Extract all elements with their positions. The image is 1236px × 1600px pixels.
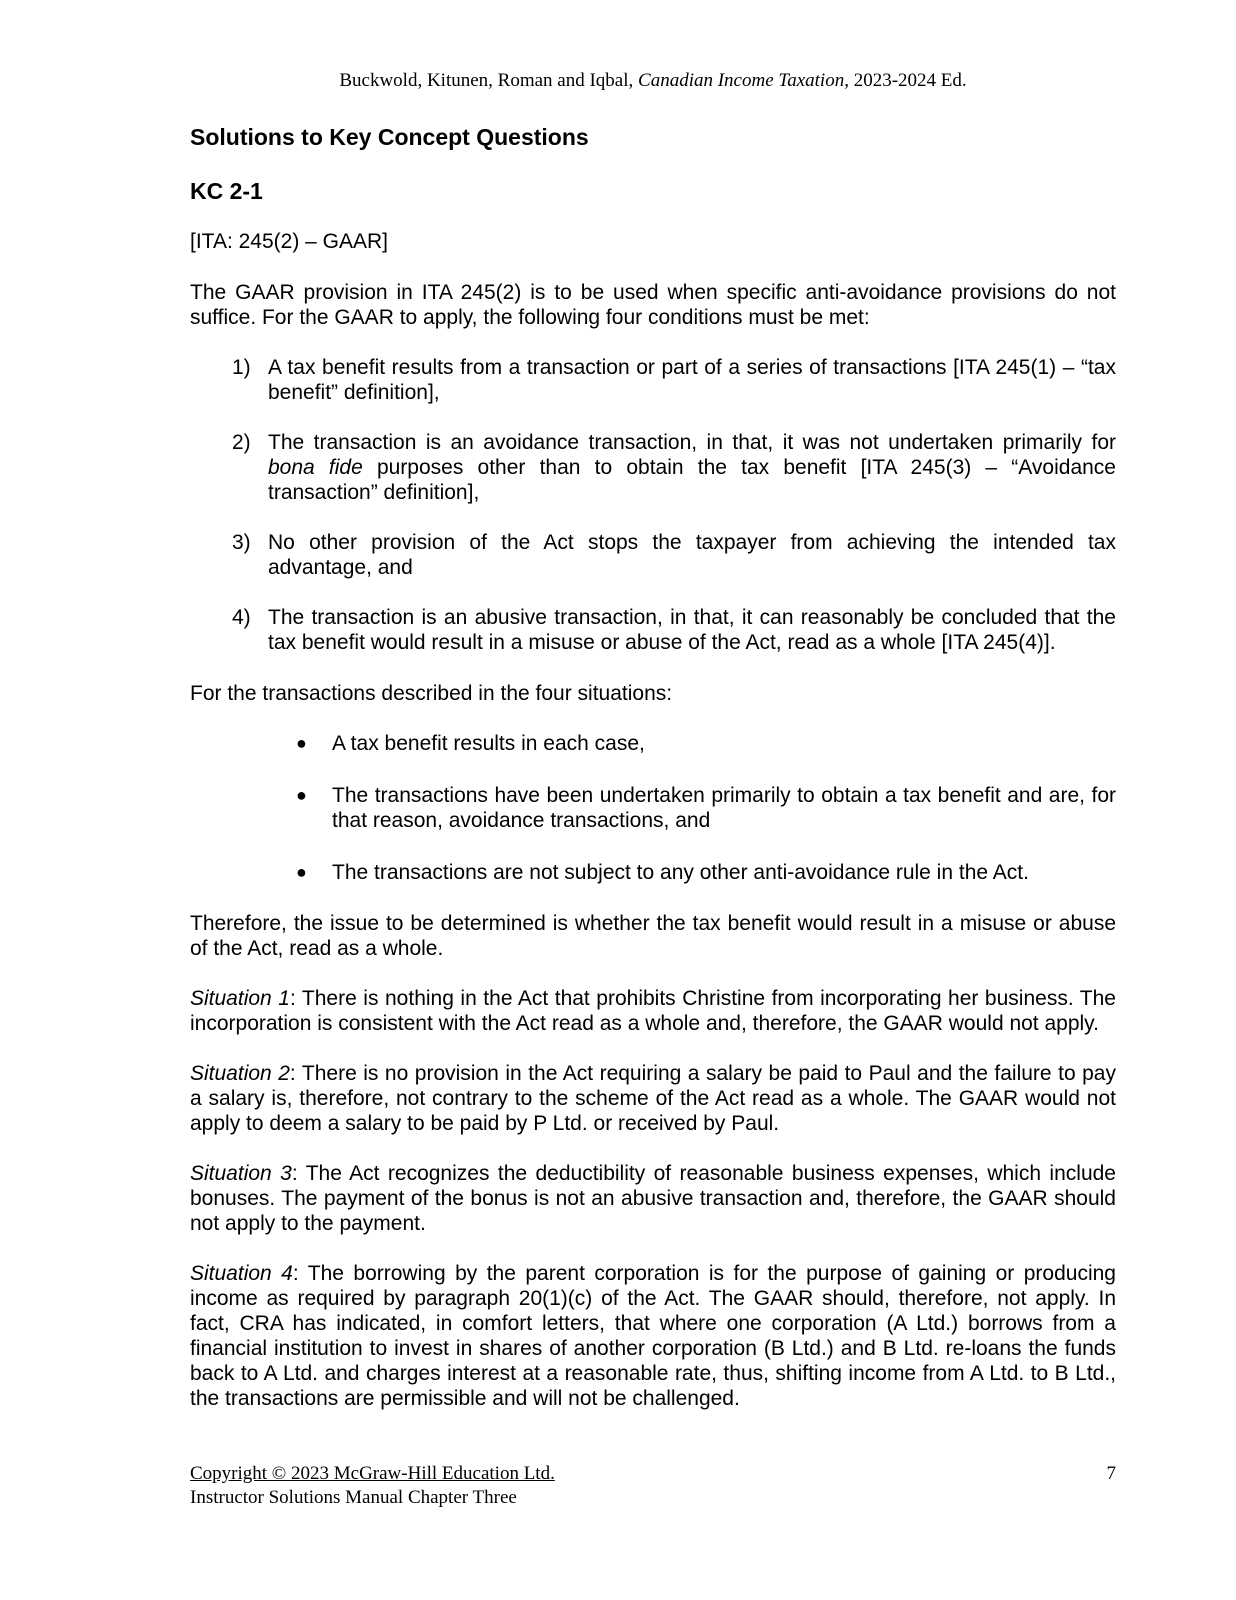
condition-text-post: purposes other than to obtain the tax benefit [ITA 245(3) – “Avoidance transaction” definition], bbox=[268, 456, 1116, 504]
situation-text: : The borrowing by the parent corporation is for the purpose of gaining or producing income as required by paragraph 20(1)(c) of the Act. The GAAR should, therefore, not apply. In fact, CRA has indicated, in comfort letters, that where one corporation (A Ltd.) borrows from a financial institution to invest in shares of another corporation (B Ltd.) and B Ltd. re-loans the funds back to A Ltd. and charges interest at a reasonable rate, thus, shifting income from A Ltd. to B Ltd., the transactions are permissible and will not be challenged. bbox=[190, 1262, 1116, 1410]
situation-text: : There is no provision in the Act requiring a salary be paid to Paul and the failure to pay a salary is, therefore, not contrary to the scheme of the Act read as a whole. The GAAR would not apply to deem a salary to be paid by P Ltd. or received by Paul. bbox=[190, 1062, 1116, 1135]
bullet-dot-icon: ● bbox=[296, 785, 307, 805]
situation-label: Situation 2 bbox=[190, 1062, 290, 1085]
situation-paragraph bbox=[190, 1161, 1116, 1236]
condition-text-pre: The transaction is an avoidance transaction, in that, it was not undertaken primarily for bbox=[268, 431, 1116, 454]
situation-paragraph bbox=[190, 986, 1116, 1036]
bullet-text: The transactions are not subject to any other anti-avoidance rule in the Act. bbox=[332, 861, 1029, 884]
condition-text: The transaction is an abusive transaction, in that, it can reasonably be concluded that the tax benefit would result in a misuse or abuse of the Act, read as a whole [ITA 245(4)]. bbox=[268, 606, 1116, 654]
condition-number: 2) bbox=[232, 431, 251, 454]
condition-item bbox=[190, 605, 1116, 655]
situation-paragraph bbox=[190, 1261, 1116, 1411]
condition-text: A tax benefit results from a transaction or part of a series of transactions [ITA 245(1) – “tax benefit” definition], bbox=[268, 356, 1116, 404]
bullet-item bbox=[190, 783, 1116, 833]
condition-item bbox=[190, 430, 1116, 505]
bullet-dot-icon: ● bbox=[296, 733, 307, 753]
page-number: 7 bbox=[1106, 1463, 1116, 1484]
copyright-notice: Copyright © 2023 McGraw-Hill Education Ltd. bbox=[190, 1463, 555, 1484]
situations-intro: For the transactions described in the four situations: bbox=[190, 682, 673, 705]
running-header bbox=[190, 70, 1116, 92]
document-body bbox=[190, 120, 1116, 1411]
bullet-item bbox=[190, 731, 1116, 756]
question-id: KC 2-1 bbox=[190, 178, 263, 204]
bullet-list bbox=[190, 731, 1116, 885]
condition-item bbox=[190, 355, 1116, 405]
manual-title: Instructor Solutions Manual Chapter Three bbox=[190, 1487, 517, 1508]
bullet-item bbox=[190, 860, 1116, 885]
situation-label: Situation 4 bbox=[190, 1262, 293, 1285]
intro-paragraph: The GAAR provision in ITA 245(2) is to be used when specific anti-avoidance provisions do not suffice. For the GAAR to apply, the following four conditions must be met: bbox=[190, 281, 1116, 329]
bullet-text: A tax benefit results in each case, bbox=[332, 732, 645, 755]
page-footer bbox=[190, 1462, 1116, 1510]
header-edition: 2023-2024 Ed. bbox=[848, 70, 967, 91]
conclusion-paragraph: Therefore, the issue to be determined is whether the tax benefit would result in a misuse or abuse of the Act, read as a whole. bbox=[190, 912, 1116, 960]
condition-text: No other provision of the Act stops the taxpayer from achieving the intended tax advantage, and bbox=[268, 531, 1116, 579]
bullet-dot-icon: ● bbox=[296, 862, 307, 882]
condition-number: 3) bbox=[232, 531, 251, 554]
situation-paragraph bbox=[190, 1061, 1116, 1136]
situation-text: : The Act recognizes the deductibility of reasonable business expenses, which include bonuses. The payment of the bonus is not an abusive transaction and, therefore, the GAAR should not apply to the payment. bbox=[190, 1162, 1116, 1235]
condition-number: 1) bbox=[232, 356, 251, 379]
bullet-text: The transactions have been undertaken primarily to obtain a tax benefit and are, for that reason, avoidance transactions, and bbox=[332, 784, 1116, 832]
ita-reference: [ITA: 245(2) – GAAR] bbox=[190, 230, 389, 253]
section-title: Solutions to Key Concept Questions bbox=[190, 124, 589, 150]
conditions-list bbox=[190, 355, 1116, 655]
situation-text: : There is nothing in the Act that prohibits Christine from incorporating her business. The incorporation is consistent with the Act read as a whole and, therefore, the GAAR would not apply. bbox=[190, 987, 1116, 1035]
condition-text-italic: bona fide bbox=[268, 456, 363, 479]
header-authors: Buckwold, Kitunen, Roman and Iqbal, bbox=[339, 70, 639, 91]
situation-label: Situation 3 bbox=[190, 1162, 292, 1185]
situation-label: Situation 1 bbox=[190, 987, 290, 1010]
header-book-title: Canadian Income Taxation, bbox=[638, 70, 849, 91]
condition-number: 4) bbox=[232, 606, 251, 629]
condition-item bbox=[190, 530, 1116, 580]
